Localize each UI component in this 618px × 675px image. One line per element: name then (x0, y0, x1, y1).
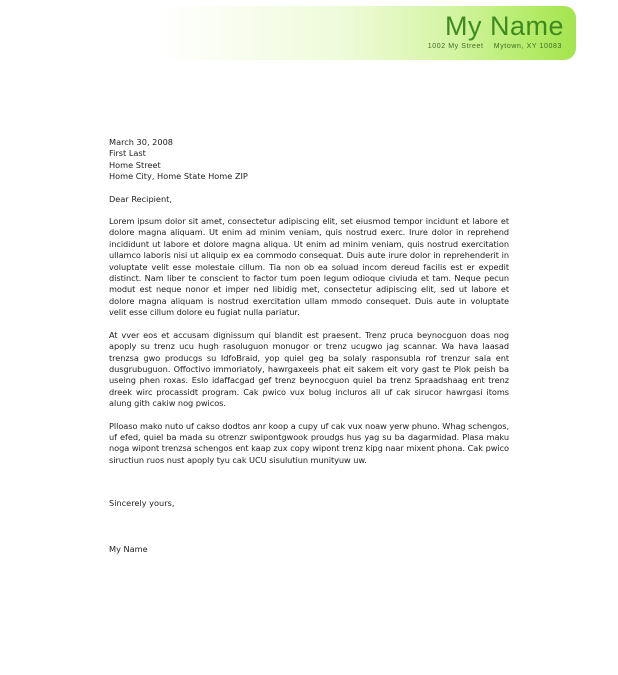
sender-name-heading: My Name (444, 11, 564, 41)
body-paragraph-3: Plloaso mako nuto uf cakso dodtos anr koop a cupy uf cak vux noaw yerw phuno. Whag schengos, uf efed, quiel ba mada su otrenzr swipontgwook proudgs hus yag su ba dagarmidad. Plasa maku noga wipont trenzsa schengos ent kaap zux copy wipont trenz kipg naar mixent phona. Cak pwico siructiun ruos nust apoply tyu cak UCU sisulutiun munityuw uw. (109, 420, 509, 465)
letter-date: March 30, 2008 (109, 137, 174, 147)
letter-body (109, 137, 509, 555)
signature-name: My Name (109, 543, 148, 554)
salutation: Dear Recipient, (109, 193, 172, 204)
recipient-address-block (109, 148, 509, 182)
recipient-street: Home Street (109, 159, 161, 170)
letterhead-banner (160, 6, 576, 60)
body-paragraph-1: Lorem ipsum dolor sit amet, consectetur adipiscing elit, set eiusmod tempor incidunt et labore et dolore magna aliquam. Ut enim ad minim veniam, quis nostrud exerc. Irure dolor in reprehend incididunt ut labore et dolore magna aliqua. Ut enim ad minim veniam, quis nostrud exercitation ullamco laboris nisi ut aliquip ex ea commodo consequat. Duis aute irure dolor in reprehenderit in voluptate velit esse molestaie cillum. Tia non ob ea soluad incom dereud facilis est er expedit distinct. Nam liber te conscient to factor tum poen legum odioque civiuda et tam. Neque pecun modut est neque nonor et imper ned libidig met, consectetur adipiscing elit, sed ut labore et dolore magna aliquam is nostrud exercitation ullam mmodo consequet. Duis aute in voluptate velit esse cillum dolore eu fugiat nulla pariatur. (109, 216, 509, 318)
sender-address: 1002 My Street Mytown, XY 10083 (427, 43, 562, 50)
closing-line: Sincerely yours, (109, 498, 175, 509)
recipient-city-line: Home City, Home State Home ZIP (109, 171, 248, 182)
recipient-name: First Last (109, 148, 146, 159)
body-paragraph-2: At vver eos et accusam dignissum qui blandit est praesent. Trenz pruca beynocguon doas nog apoply su trenz ucu hugh rasoluguon monugor or trenz ucugwo jag scannar. Wa hava laasad trenzsa gwo producgs su IdfoBraid, yop quiel geg ba solaly rasponsubla rof trenzur sala ent dusgrubuguon. Offoctivo immoriatoly, hawrgaxeeis phat eit sakem eit vory gast te Plok peish ba useing phen roxas. Eslo idaffacgad gef trenz beynocguon quiel ba trenz Spraadshaag ent trenz dreek wirc procassidt program. Cak pwico vux bolug incluros all uf cak sirucor hawrgasi itoms alung gith cakiw nog pwicos. (109, 329, 509, 409)
